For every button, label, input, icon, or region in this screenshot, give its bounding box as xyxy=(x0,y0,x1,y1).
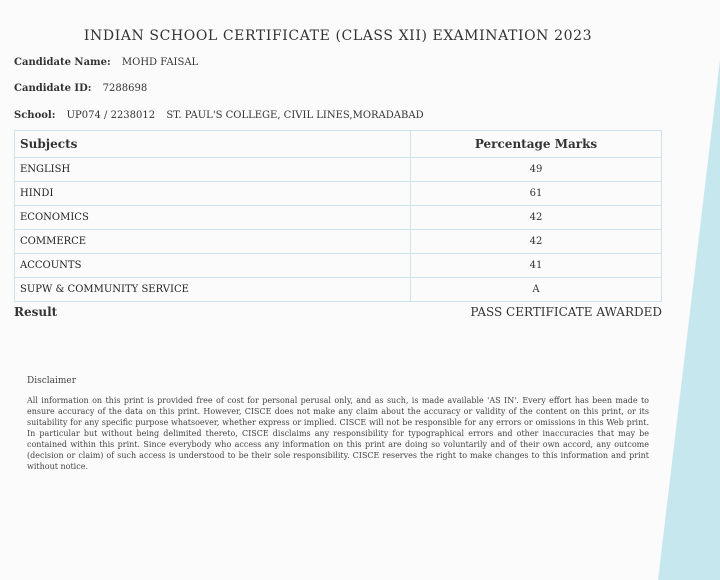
marks-table xyxy=(14,130,662,302)
candidate-id-row xyxy=(14,83,155,94)
subjects-header: Subjects xyxy=(15,131,411,158)
page-title: INDIAN SCHOOL CERTIFICATE (CLASS XII) EXAMINATION 2023 xyxy=(83,28,593,44)
percentage-header: Percentage Marks xyxy=(411,131,662,158)
candidate-name-label: Candidate Name: xyxy=(14,57,111,68)
disclaimer-title: Disclaimer xyxy=(27,376,77,386)
subject-name: ECONOMICS xyxy=(15,206,411,230)
subject-name: ENGLISH xyxy=(15,158,411,182)
table-row xyxy=(15,230,662,254)
candidate-name-row xyxy=(14,57,206,68)
subject-marks: 41 xyxy=(411,254,662,278)
school-code: UP074 / 2238012 xyxy=(66,110,156,121)
school-row xyxy=(14,110,432,121)
subject-name: ACCOUNTS xyxy=(15,254,411,278)
table-row xyxy=(15,206,662,230)
disclaimer-text: All information on this print is provided free of cost for personal perusal only, and as such, is made available 'AS IN'. Every effort has been made to ensure accuracy of the data on this print. However, CISCE does not make any claim about the accuracy or validity of the content on this print, or its suitability for any specific purpose whatsoever, whether express or implied. CISCE will not be responsible for any errors or omissions in this Web print. In particular but without being delimited thereto, CISCE disclaims any responsibility for typographical errors and other inaccuracies that may be contained within this print. Since everybody who access any information on this print are doing so voluntarily and of their own accord, any outcome (decision or claim) of such access is understood to be their sole responsibility. CISCE reserves the right to make changes to this information and print without notice. xyxy=(27,396,649,471)
table-row xyxy=(15,182,662,206)
subject-name: COMMERCE xyxy=(15,230,411,254)
school-label: School: xyxy=(14,110,56,121)
subject-name: SUPW & COMMUNITY SERVICE xyxy=(15,278,411,302)
subject-marks: 49 xyxy=(411,158,662,182)
candidate-name-value: MOHD FAISAL xyxy=(121,57,199,68)
subject-name: HINDI xyxy=(15,182,411,206)
school-name: ST. PAUL'S COLLEGE, CIVIL LINES,MORADABAD xyxy=(166,110,424,121)
table-row xyxy=(15,254,662,278)
table-row xyxy=(15,158,662,182)
result-value: PASS CERTIFICATE AWARDED xyxy=(470,305,662,319)
marks-table-header xyxy=(15,131,662,158)
candidate-id-value: 7288698 xyxy=(102,83,148,94)
subject-marks: A xyxy=(411,278,662,302)
table-row xyxy=(15,278,662,302)
subject-marks: 61 xyxy=(411,182,662,206)
subject-marks: 42 xyxy=(411,206,662,230)
result-row xyxy=(14,305,662,319)
subject-marks: 42 xyxy=(411,230,662,254)
candidate-id-label: Candidate ID: xyxy=(14,83,92,94)
result-label: Result xyxy=(14,305,58,319)
